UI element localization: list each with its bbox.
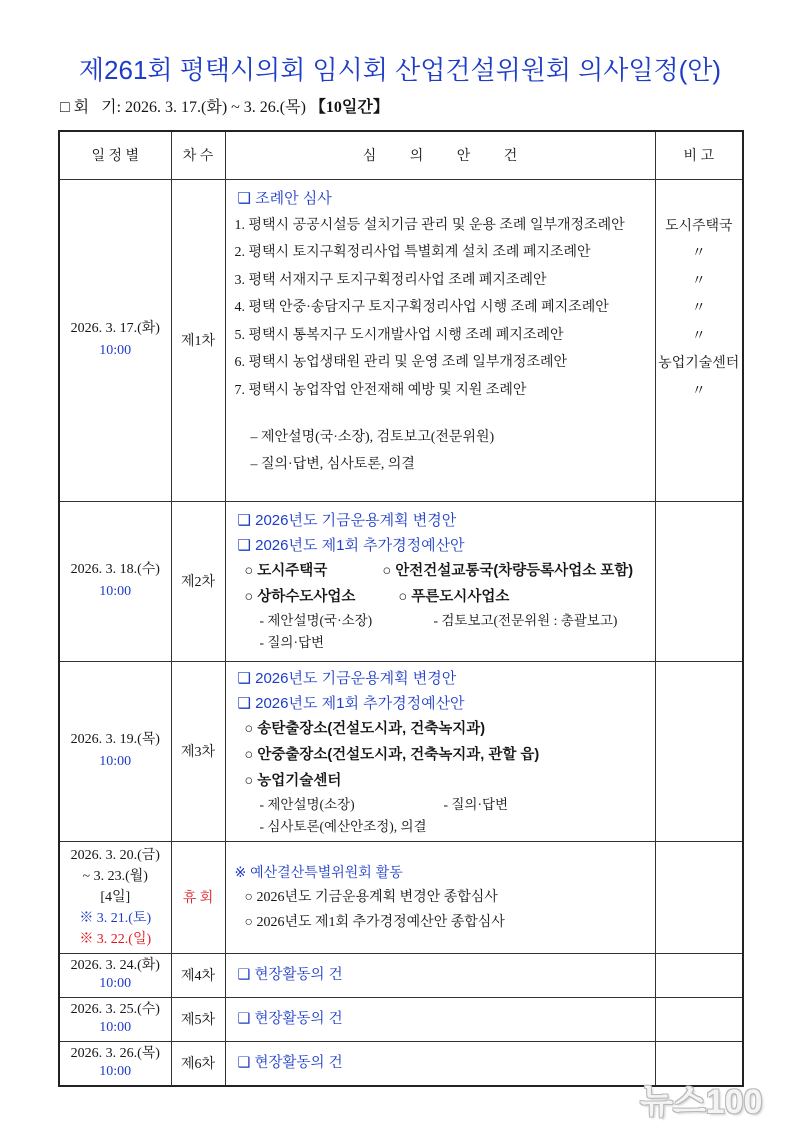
procedure-line: – 제안설명(국·소장), 검토보고(전문위원): [250, 430, 495, 445]
schedule-date: 2026. 3. 24.(화): [70, 958, 160, 973]
schedule-time: 10:00: [99, 343, 132, 358]
agenda-cell: [225, 841, 655, 953]
agenda-heading: ❑ 조례안 심사: [237, 189, 332, 207]
schedule-time: 10:00: [99, 1064, 132, 1080]
procedure-item: - 제안설명(소장): [259, 796, 355, 812]
agenda-item: ○ 2026년도 기금운용계획 변경안 종합심사: [244, 889, 498, 905]
remarks-cell: [655, 501, 743, 661]
header-schedule: 일 정 별: [59, 131, 171, 179]
session-order: 휴 회: [171, 841, 225, 953]
procedure-line: [226, 632, 655, 654]
department-line: [226, 584, 655, 610]
weekend-sunday: ※ 3. 22.(일): [79, 931, 152, 947]
table-row: [59, 501, 743, 661]
agenda-heading: ❑ 현장활동의 건: [237, 967, 343, 983]
schedule-days: [4일]: [100, 889, 131, 905]
agenda-item: 4. 평택 안중·송담지구 토지구획정리사업 시행 조례 폐지조례안: [234, 300, 609, 315]
agenda-cell: [225, 1041, 655, 1086]
schedule-date: 2026. 3. 20.(금): [70, 847, 160, 863]
procedure-line: – 질의·답변, 심사토론, 의결: [250, 457, 415, 472]
agenda-heading: ❑ 2026년도 기금운용계획 변경안: [237, 669, 457, 687]
table-row: [59, 841, 743, 953]
square-bullet-icon: □: [60, 99, 70, 116]
department-item: ○ 도시주택국: [244, 562, 328, 579]
table-row: [59, 661, 743, 841]
weekend-saturday: ※ 3. 21.(토): [79, 910, 152, 926]
department-line: [226, 558, 655, 584]
schedule-time: 10:00: [99, 584, 132, 599]
remark-text: 도시주택국: [664, 216, 733, 233]
agenda-content: [226, 180, 655, 479]
remarks-spacer: [656, 180, 743, 212]
schedule-date: 2026. 3. 26.(목): [70, 1046, 160, 1062]
procedure-line: [226, 816, 655, 838]
agenda-heading: ❑ 2026년도 제1회 추가경정예산안: [237, 536, 465, 554]
agenda-item: 1. 평택시 공공시설등 설치기금 관리 및 운용 조례 일부개정조례안: [234, 217, 625, 233]
session-order: 제6차: [171, 1041, 225, 1086]
agenda-item: 7. 평택시 농업작업 안전재해 예방 및 지원 조례안: [234, 382, 527, 398]
remark-text: 〃: [691, 244, 706, 260]
schedule-cell: [59, 997, 171, 1041]
agenda-item: 2. 평택시 토지구획정리사업 특별회계 설치 조례 폐지조례안: [234, 245, 591, 260]
department-item: ○ 푸른도시사업소: [398, 588, 510, 605]
news-watermark-logo: 뉴스100: [640, 1083, 763, 1121]
remark-text: 〃: [691, 299, 706, 315]
remarks-cell: [655, 997, 743, 1041]
agenda-cell: [225, 179, 655, 501]
agenda-heading: ❑ 현장활동의 건: [237, 1055, 343, 1072]
agenda-item: 6. 평택시 농업생태원 관리 및 운영 조례 일부개정조례안: [234, 355, 568, 370]
session-order: 제3차: [171, 661, 225, 841]
schedule-date: 2026. 3. 17.(화): [70, 321, 160, 336]
schedule-cell: [59, 661, 171, 841]
remark-text: 농업기술센터: [658, 354, 740, 370]
header-order: 차 수: [171, 131, 225, 179]
schedule-date: 2026. 3. 18.(수): [70, 562, 160, 577]
session-order: 제4차: [171, 953, 225, 997]
agenda-item: ○ 2026년도 제1회 추가경정예산안 종합심사: [244, 915, 505, 930]
procedure-item: - 검토보고(전문위원 : 총괄보고): [433, 612, 618, 628]
agenda-item: 3. 평택 서재지구 토지구획정리사업 조례 폐지조례안: [234, 272, 547, 288]
schedule-cell: [59, 179, 171, 501]
agenda-heading: ❑ 현장활동의 건: [237, 1011, 343, 1027]
department-line: ○ 송탄출장소(건설도시과, 건축녹지과): [244, 720, 486, 737]
schedule-time: 10:00: [99, 754, 132, 769]
schedule-cell: [59, 1041, 171, 1086]
schedule-date: 2026. 3. 19.(목): [70, 732, 160, 747]
schedule-date-end: ~ 3. 23.(월): [82, 868, 148, 884]
session-label: 회 기:: [73, 99, 122, 116]
remark-text: 〃: [691, 271, 706, 288]
schedule-cell: [59, 501, 171, 661]
agenda-cell: [225, 997, 655, 1041]
table-row: [59, 1041, 743, 1086]
session-order: 제1차: [171, 179, 225, 501]
table-row: [59, 997, 743, 1041]
agenda-content: [226, 662, 655, 838]
agenda-cell: [225, 501, 655, 661]
procedure-line: [226, 794, 655, 816]
remarks-cell: [655, 179, 743, 501]
agenda-heading: ❑ 2026년도 기금운용계획 변경안: [237, 511, 457, 529]
schedule-cell: [59, 841, 171, 953]
schedule-table: [58, 130, 744, 1087]
schedule-cell: [59, 953, 171, 997]
table-header-row: [59, 131, 743, 179]
table-row: [59, 953, 743, 997]
procedure-item: - 질의·답변: [443, 796, 509, 812]
remark-text: 〃: [691, 381, 706, 398]
page-title: 제261회 평택시의회 임시회 산업건설위원회 의사일정(안): [78, 55, 722, 85]
remark-text: 〃: [691, 326, 706, 343]
agenda-item: 5. 평택시 통복지구 도시개발사업 시행 조례 폐지조례안: [234, 327, 564, 343]
procedure-item: - 제안설명(국·소장): [259, 612, 373, 628]
schedule-time: 10:00: [99, 1020, 132, 1035]
session-order: 제2차: [171, 501, 225, 661]
session-period-line: [60, 96, 389, 120]
schedule-date: 2026. 3. 25.(수): [70, 1002, 160, 1017]
agenda-content: [226, 842, 655, 936]
agenda-heading: ※ 예산결산특별위원회 활동: [234, 863, 403, 880]
remarks-cell: [655, 1041, 743, 1086]
remarks-cell: [655, 841, 743, 953]
table-row: [59, 179, 743, 501]
agenda-cell: [225, 953, 655, 997]
header-agenda: 심 의 안 건: [225, 131, 655, 179]
department-line: ○ 농업기술센터: [244, 772, 342, 789]
procedure-item: - 질의·답변: [259, 634, 325, 650]
department-item: ○ 안전건설교통국(차량등록사업소 포함): [382, 562, 634, 579]
session-order: 제5차: [171, 997, 225, 1041]
agenda-content: [226, 502, 655, 654]
session-period: 2026. 3. 17.(화) ~ 3. 26.(목): [125, 99, 306, 116]
remarks-cell: [655, 661, 743, 841]
agenda-heading: ❑ 2026년도 제1회 추가경정예산안: [237, 694, 465, 712]
remarks-cell: [655, 953, 743, 997]
agenda-cell: [225, 661, 655, 841]
session-duration: 【10일간】: [309, 99, 389, 116]
procedure-item: - 심사토론(예산안조정), 의결: [259, 818, 427, 834]
department-line: ○ 안중출장소(건설도시과, 건축녹지과, 관할 읍): [244, 746, 540, 763]
procedure-line: [226, 610, 655, 632]
header-remarks: 비 고: [655, 131, 743, 179]
department-item: ○ 상하수도사업소: [244, 588, 356, 605]
schedule-time: 10:00: [99, 976, 132, 991]
